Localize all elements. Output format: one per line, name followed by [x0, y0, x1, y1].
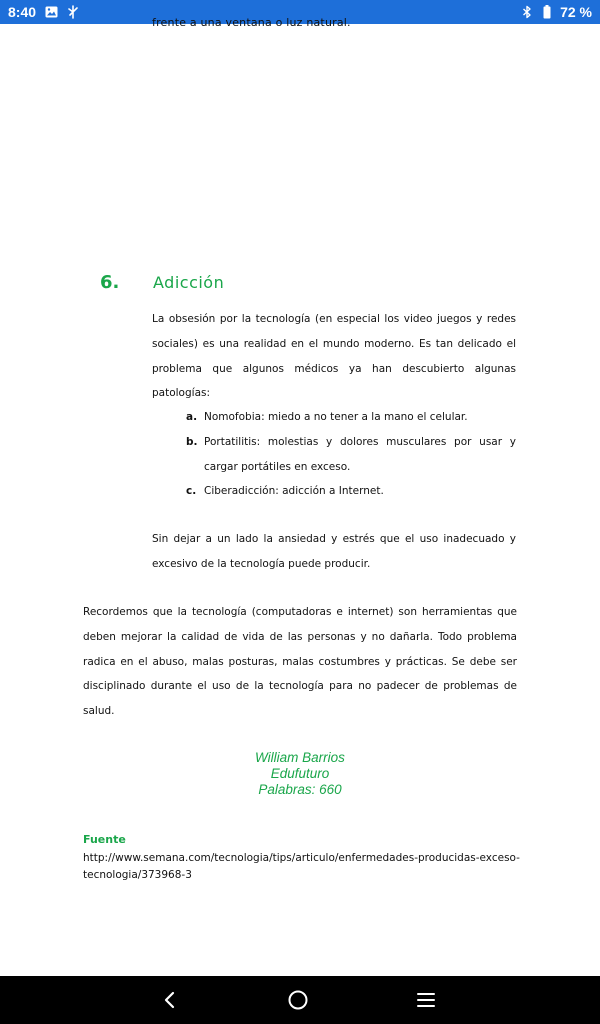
list-item: [186, 430, 516, 480]
battery-icon: [540, 5, 554, 19]
conclusion-paragraph: Recordemos que la tecnología (computadoras e internet) son herramientas que deben mejorar la calidad de vida de las personas y no dañarla. Todo problema radica en el abuso, malas posturas, malas costumbres y prácticas. Se debe ser disciplinado durante el uso de la tecnología para no padecer de problemas de salud.: [83, 606, 517, 718]
list-item: [186, 479, 516, 504]
section-title: Adicción: [153, 273, 225, 292]
list-letter: a.: [186, 411, 198, 423]
notification-icon: [66, 5, 80, 19]
list-letter: c.: [186, 485, 197, 498]
document-page[interactable]: [0, 16, 600, 976]
intro-paragraph: La obsesión por la tecnología (en especial los video juegos y redes sociales) es una realidad en el mundo moderno. Es tan delicado el problema que algunos médicos ya han descubierto algunas patologías:: [152, 313, 516, 400]
author-name: William Barrios: [255, 750, 345, 765]
status-time: 8:40: [8, 4, 37, 20]
status-left: [8, 4, 80, 20]
back-button[interactable]: [146, 976, 194, 1024]
author-block: [0, 750, 600, 798]
menu-icon: [416, 990, 436, 1010]
list-letter: b.: [186, 435, 198, 448]
source-label: Fuente: [83, 833, 126, 846]
bluetooth-icon: [520, 5, 534, 19]
word-count: Palabras: 660: [258, 782, 342, 797]
author-org: Edufuturo: [270, 766, 330, 781]
status-right: [520, 4, 592, 20]
pathology-list: [186, 405, 516, 504]
partial-text-line: frente a una ventana o luz natural.: [152, 16, 351, 29]
list-text: Ciberadicción: adicción a Internet.: [204, 485, 384, 498]
list-text: Portatilitis: molestias y dolores musculares por usar y cargar portátiles en exceso.: [204, 435, 516, 473]
list-item: [186, 405, 516, 430]
section-heading: [100, 272, 224, 293]
back-icon: [160, 990, 180, 1010]
list-text: Nomofobia: miedo a no tener a la mano el celular.: [204, 411, 468, 423]
battery-percent: 72 %: [560, 4, 592, 20]
navigation-bar: [0, 976, 600, 1024]
home-button[interactable]: [274, 976, 322, 1024]
image-icon: [44, 5, 58, 19]
menu-button[interactable]: [402, 976, 450, 1024]
section-number: 6.: [100, 272, 120, 293]
home-icon: [287, 989, 309, 1011]
extra-paragraph: Sin dejar a un lado la ansiedad y estrés que el uso inadecuado y excesivo de la tecnología puede producir.: [152, 533, 516, 570]
source-url[interactable]: http://www.semana.com/tecnologia/tips/articulo/enfermedades-producidas-exceso-tecnologia/373968-3: [83, 852, 520, 881]
